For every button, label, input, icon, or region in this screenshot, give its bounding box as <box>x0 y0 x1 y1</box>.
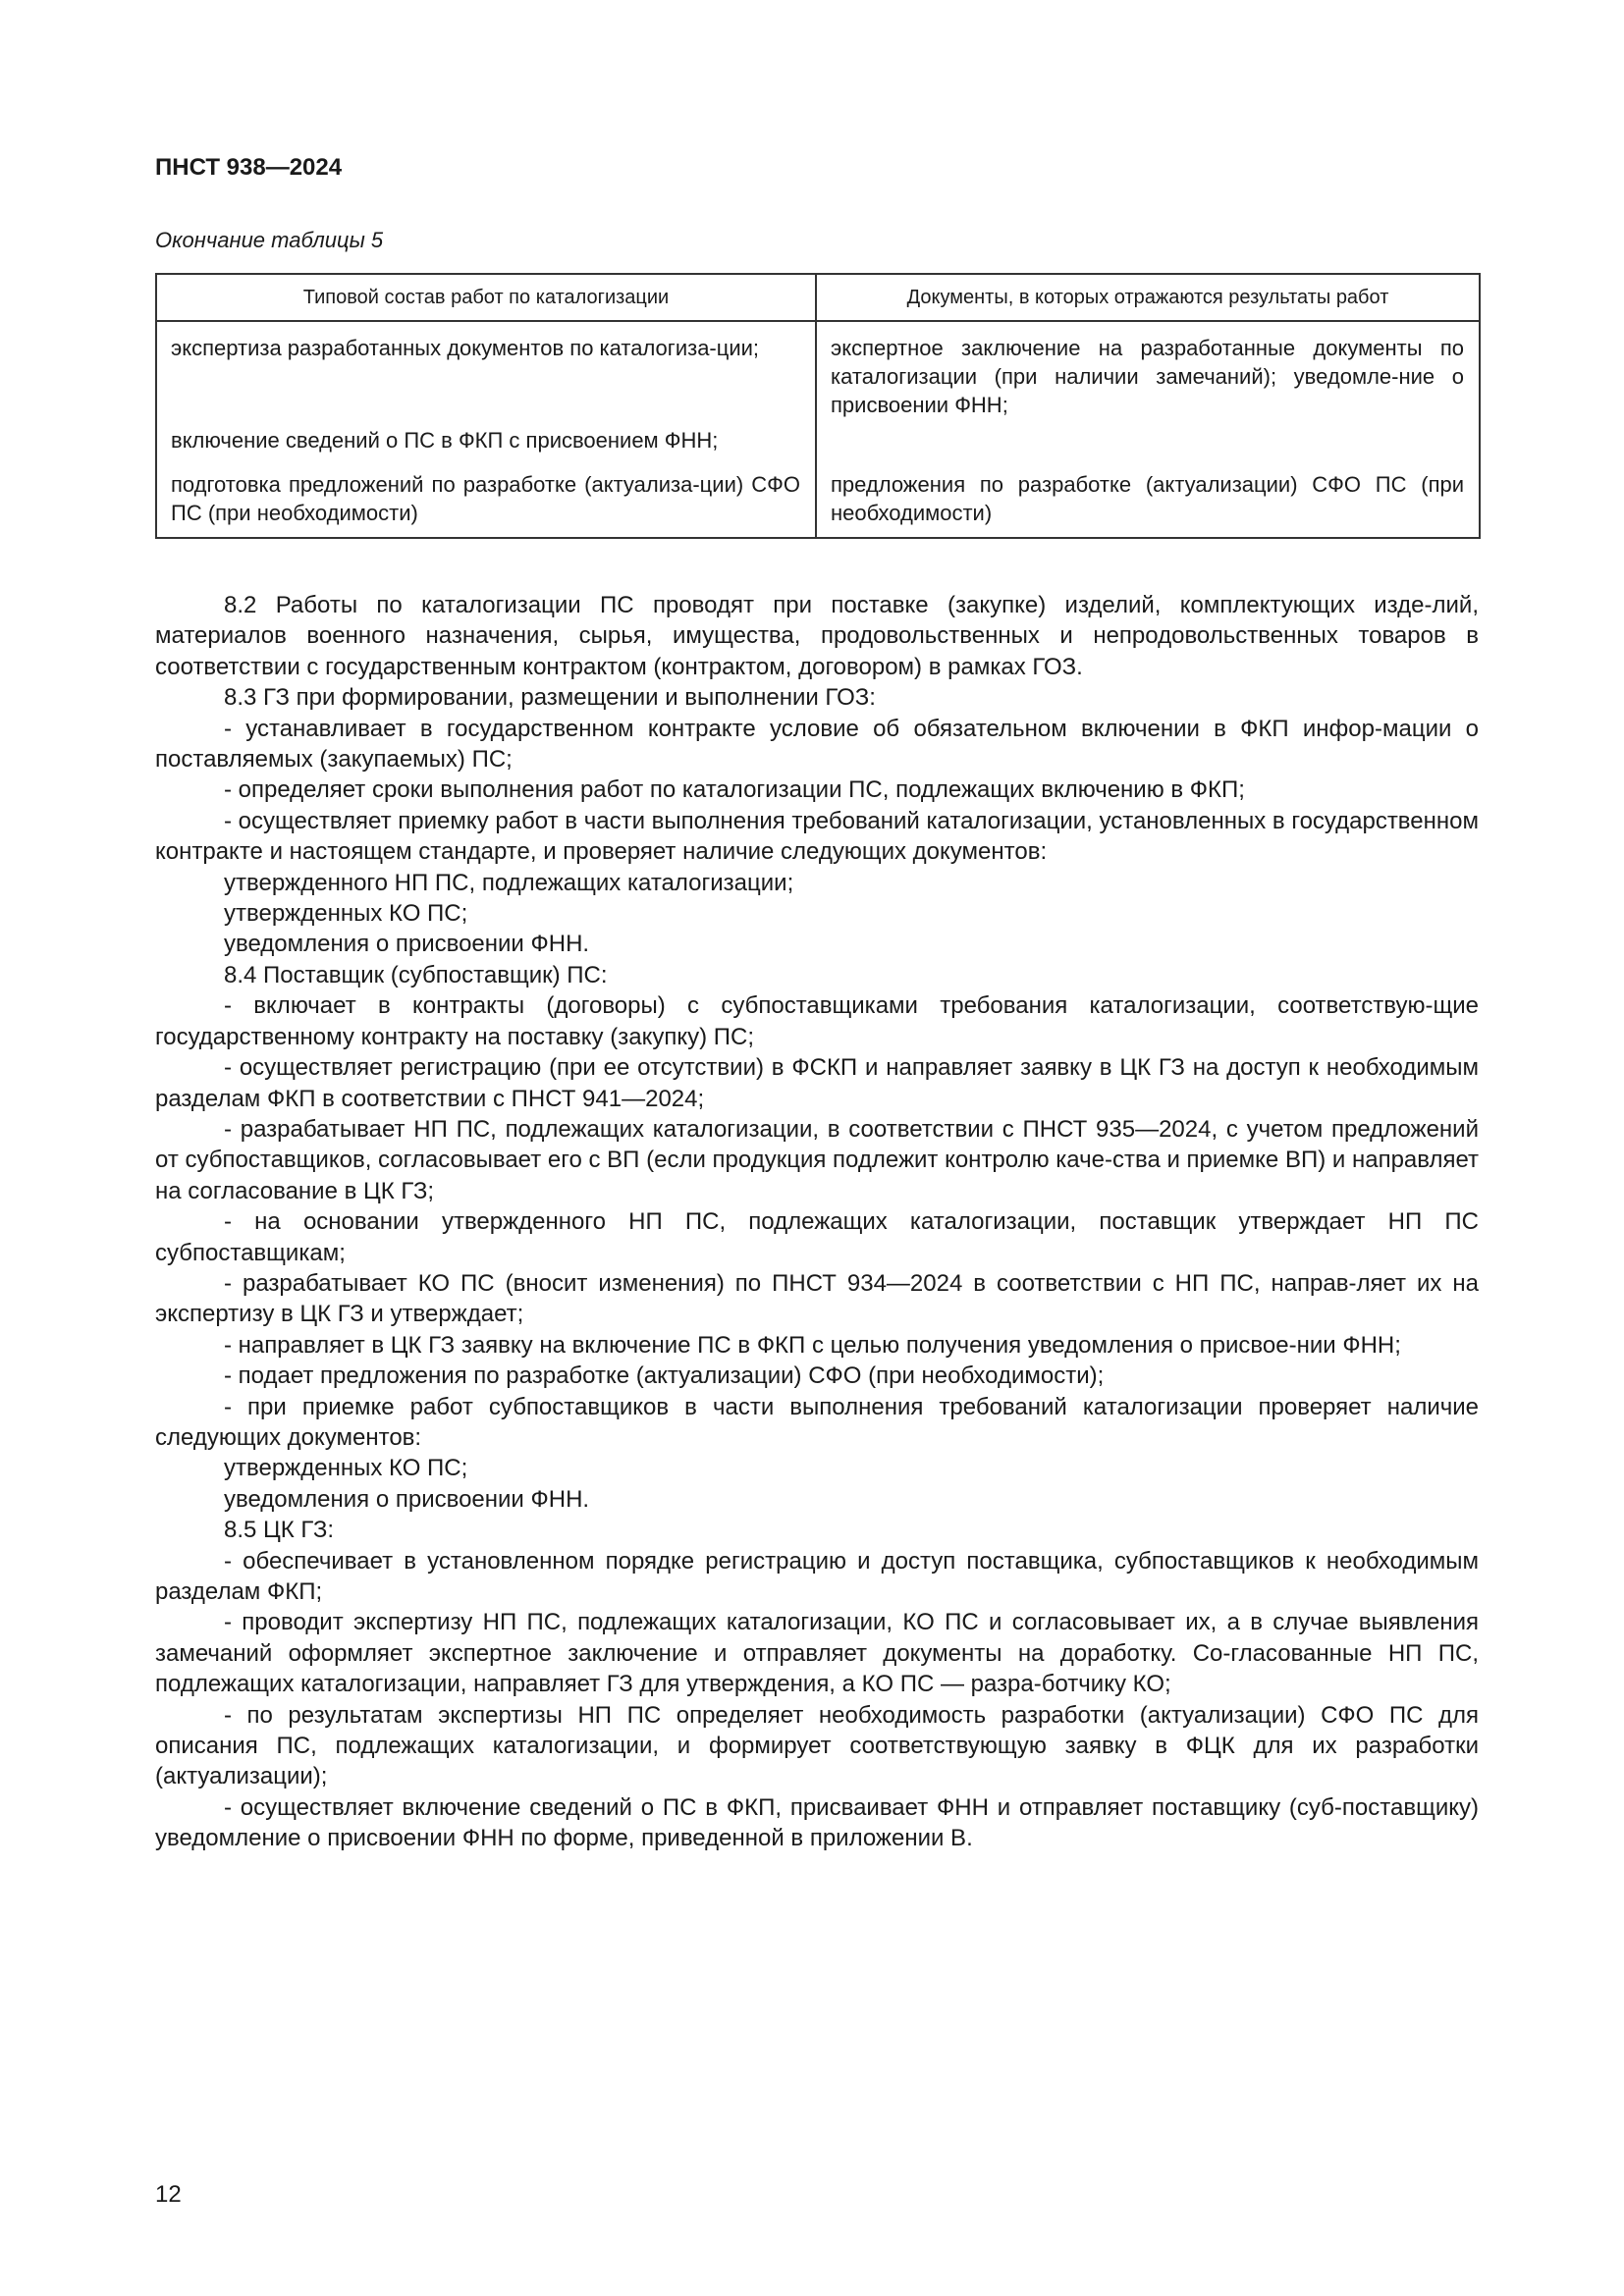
document-list-item: утвержденного НП ПС, подлежащих каталогизации; <box>224 869 794 896</box>
paragraph: - осуществляет регистрацию (при ее отсутствии) в ФСКП и направляет заявку в ЦК ГЗ на доступ к необходимым разделам ФКП в соответствии с ПНСТ 941—2024; <box>155 1054 1479 1112</box>
paragraph: 8.5 ЦК ГЗ: <box>224 1517 335 1544</box>
paragraph: - определяет сроки выполнения работ по каталогизации ПС, подлежащих включению в ФКП; <box>224 776 1245 804</box>
body-text <box>155 590 1479 1854</box>
paragraph: - обеспечивает в установленном порядке регистрацию и доступ поставщика, субпоставщиков к необходимым разделам ФКП; <box>155 1547 1479 1605</box>
table-cell: подготовка предложений по разработке (актуализа-ции) СФО ПС (при необходимости) <box>156 454 816 538</box>
paragraph: - направляет в ЦК ГЗ заявку на включение ПС в ФКП с целью получения уведомления о присвое-нии ФНН; <box>224 1331 1401 1359</box>
table-header-row <box>156 274 1480 321</box>
table-cell: экспертиза разработанных документов по каталогиза-ции; <box>156 321 816 419</box>
paragraph: - осуществляет включение сведений о ПС в ФКП, присваивает ФНН и отправляет поставщику (суб-поставщику) уведомление о присвоении ФНН по форме, приведенной в приложении В. <box>155 1793 1479 1852</box>
document-code: ПНСТ 938—2024 <box>155 154 343 181</box>
paragraph: 8.3 ГЗ при формировании, размещении и выполнении ГОЗ: <box>224 684 876 712</box>
paragraph: - осуществляет приемку работ в части выполнения требований каталогизации, установленных в государственном контракте и настоящем стандарте, и проверяет наличие следующих документов: <box>155 807 1479 866</box>
document-list-item: утвержденных КО ПС; <box>224 1455 468 1482</box>
paragraph: - разрабатывает НП ПС, подлежащих каталогизации, в соответствии с ПНСТ 935—2024, с учетом предложений от субпоставщиков, согласовывает его с ВП (если продукция подлежит контролю каче-ства и приемке ВП) и направляет на согласование в ЦК ГЗ; <box>155 1115 1479 1204</box>
table-row <box>156 419 1480 454</box>
document-list-item: уведомления о присвоении ФНН. <box>224 931 590 958</box>
paragraph: 8.4 Поставщик (субпоставщик) ПС: <box>224 961 608 988</box>
document-list-item: уведомления о присвоении ФНН. <box>224 1485 590 1513</box>
catalog-works-table <box>155 273 1481 539</box>
table-row <box>156 454 1480 538</box>
table-header-cell: Документы, в которых отражаются результаты работ <box>816 274 1480 321</box>
table-header-cell: Типовой состав работ по каталогизации <box>156 274 816 321</box>
paragraph: - на основании утвержденного НП ПС, подлежащих каталогизации, поставщик утверждает НП ПС субпоставщикам; <box>155 1208 1479 1266</box>
paragraph: - включает в контракты (договоры) с субпоставщиками требования каталогизации, соответствую-щие государственному контракту на поставку (закупку) ПС; <box>155 992 1479 1050</box>
paragraph: - при приемке работ субпоставщиков в части выполнения требований каталогизации проверяет наличие следующих документов: <box>155 1393 1479 1451</box>
paragraph: - устанавливает в государственном контракте условие об обязательном включении в ФКП инфор-мации о поставляемых (закупаемых) ПС; <box>155 715 1479 774</box>
table-cell: предложения по разработке (актуализации) СФО ПС (при необходимости) <box>816 454 1480 538</box>
table-row <box>156 321 1480 419</box>
table-cell <box>816 419 1480 454</box>
paragraph: 8.2 Работы по каталогизации ПС проводят при поставке (закупке) изделий, комплектующих изде-лий, материалов военного назначения, сырья, имущества, продовольственных и непродовольственных товаров в соответствии с государственным контрактом (контрактом, договором) в рамках ГОЗ. <box>155 592 1479 680</box>
table-cell: включение сведений о ПС в ФКП с присвоением ФНН; <box>156 419 816 454</box>
paragraph: - по результатам экспертизы НП ПС определяет необходимость разработки (актуализации) СФО ПС для описания ПС, подлежащих каталогизации, и формирует соответствующую заявку в ФЦК для их разработки (актуализации); <box>155 1701 1479 1790</box>
table-cell: экспертное заключение на разработанные документы по каталогизации (при наличии замечаний); уведомле-ние о присвоении ФНН; <box>816 321 1480 419</box>
paragraph: - подает предложения по разработке (актуализации) СФО (при необходимости); <box>224 1362 1105 1390</box>
table-caption: Окончание таблицы 5 <box>155 228 384 252</box>
paragraph: - разрабатывает КО ПС (вносит изменения) по ПНСТ 934—2024 в соответствии с НП ПС, направ-ляет их на экспертизу в ЦК ГЗ и утверждает; <box>155 1269 1479 1328</box>
page-number: 12 <box>155 2181 182 2208</box>
paragraph: - проводит экспертизу НП ПС, подлежащих каталогизации, КО ПС и согласовывает их, а в случае выявления замечаний оформляет экспертное заключение и отправляет документы на доработку. Со-гласованные НП ПС, подлежащих каталогизации, направляет ГЗ для утверждения, а КО ПС — разра-ботчику КО; <box>155 1609 1479 1698</box>
document-list-item: утвержденных КО ПС; <box>224 900 468 928</box>
